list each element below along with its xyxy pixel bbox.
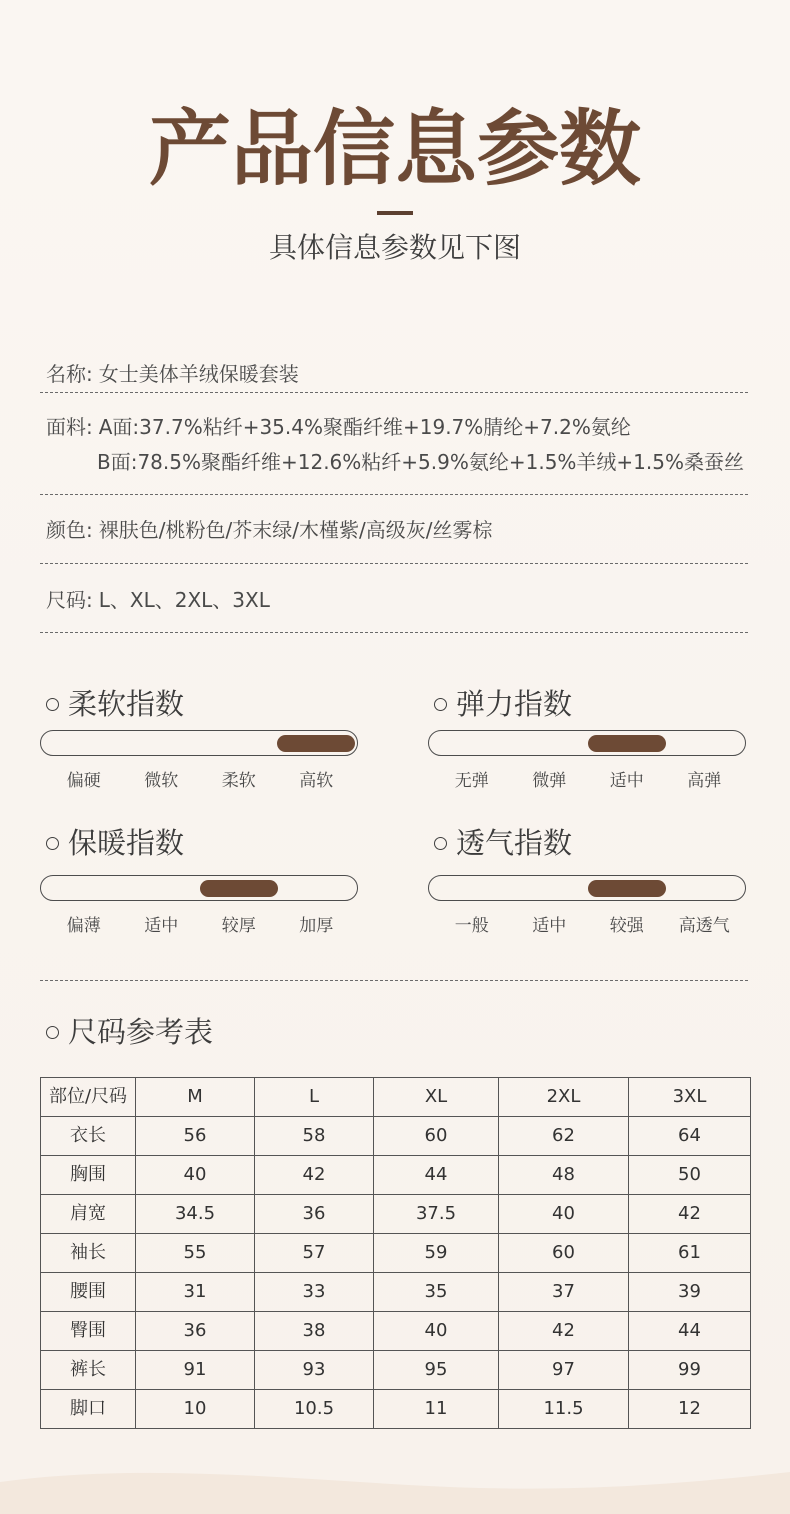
header-cell-size: M <box>136 1078 255 1117</box>
info-value-fabric-b: B面:78.5%聚酯纤维+12.6%粘纤+5.9%氨纶+1.5%羊绒+1.5%桑蚕丝 <box>97 450 744 474</box>
breathability-index <box>428 826 746 943</box>
info-row-color <box>46 516 492 544</box>
circle-outline-icon <box>46 1026 59 1039</box>
size-value-cell: 34.5 <box>136 1195 255 1234</box>
level-label: 适中 <box>532 916 567 936</box>
size-value-cell: 36 <box>255 1195 374 1234</box>
part-cell: 裤长 <box>41 1351 136 1390</box>
index-title: 弹力指数 <box>456 687 573 721</box>
info-label-size: 尺码: <box>46 588 93 612</box>
index-level-fill <box>588 880 666 897</box>
info-label-color: 颜色: <box>46 518 93 542</box>
header-cell-size: 2XL <box>499 1078 629 1117</box>
header-cell-size: L <box>255 1078 374 1117</box>
size-value-cell: 48 <box>499 1156 629 1195</box>
info-value-name: 女士美体羊绒保暖套装 <box>98 362 299 386</box>
header-cell-part: 部位/尺码 <box>41 1078 136 1117</box>
size-value-cell: 12 <box>629 1390 751 1429</box>
circle-outline-icon <box>46 698 59 711</box>
part-cell: 腰围 <box>41 1273 136 1312</box>
level-label: 适中 <box>144 916 179 936</box>
index-title: 透气指数 <box>456 826 573 860</box>
circle-outline-icon <box>434 837 447 850</box>
page-title: 产品信息参数 <box>148 102 641 197</box>
size-value-cell: 35 <box>374 1273 499 1312</box>
warmth-index <box>40 826 358 943</box>
size-value-cell: 56 <box>136 1117 255 1156</box>
size-value-cell: 10 <box>136 1390 255 1429</box>
size-value-cell: 42 <box>499 1312 629 1351</box>
size-table <box>40 1077 751 1429</box>
index-title: 柔软指数 <box>68 687 185 721</box>
softness-index <box>40 688 358 798</box>
size-value-cell: 11 <box>374 1390 499 1429</box>
size-value-cell: 62 <box>499 1117 629 1156</box>
index-level-fill <box>200 880 278 897</box>
size-value-cell: 58 <box>255 1117 374 1156</box>
size-value-cell: 60 <box>374 1117 499 1156</box>
table-row <box>41 1312 751 1351</box>
index-level-fill <box>588 735 666 752</box>
index-bar <box>40 875 358 901</box>
size-value-cell: 93 <box>255 1351 374 1390</box>
size-value-cell: 44 <box>374 1156 499 1195</box>
size-table-title: 尺码参考表 <box>68 1015 214 1049</box>
elasticity-index <box>428 688 746 798</box>
index-bar <box>40 730 358 756</box>
size-value-cell: 44 <box>629 1312 751 1351</box>
size-value-cell: 57 <box>255 1234 374 1273</box>
size-value-cell: 61 <box>629 1234 751 1273</box>
size-value-cell: 36 <box>136 1312 255 1351</box>
size-value-cell: 64 <box>629 1117 751 1156</box>
size-value-cell: 55 <box>136 1234 255 1273</box>
index-level-labels <box>433 916 743 936</box>
part-cell: 脚口 <box>41 1390 136 1429</box>
table-row <box>41 1195 751 1234</box>
dashed-divider <box>40 632 750 633</box>
page-subtitle: 具体信息参数见下图 <box>268 231 521 264</box>
dashed-divider <box>40 980 750 981</box>
dashed-divider <box>40 392 750 393</box>
level-label: 偏硬 <box>66 771 101 791</box>
dashed-divider <box>40 563 750 564</box>
index-bar <box>428 875 746 901</box>
size-table-header-row <box>41 1078 751 1117</box>
level-label: 微软 <box>144 771 179 791</box>
level-label: 较厚 <box>221 916 256 936</box>
part-cell: 胸围 <box>41 1156 136 1195</box>
dashed-divider <box>40 494 750 495</box>
size-value-cell: 37.5 <box>374 1195 499 1234</box>
index-level-labels <box>433 771 743 791</box>
info-label-name: 名称: <box>46 362 93 386</box>
part-cell: 袖长 <box>41 1234 136 1273</box>
table-row <box>41 1390 751 1429</box>
header-cell-size: 3XL <box>629 1078 751 1117</box>
index-level-labels <box>45 916 355 936</box>
index-bar <box>428 730 746 756</box>
level-label: 无弹 <box>454 771 489 791</box>
size-table-body <box>41 1117 751 1429</box>
size-value-cell: 40 <box>136 1156 255 1195</box>
info-value-color: 裸肤色/桃粉色/芥末绿/木槿紫/高级灰/丝雾棕 <box>98 518 493 542</box>
size-value-cell: 50 <box>629 1156 751 1195</box>
info-value-fabric-a: A面:37.7%粘纤+35.4%聚酯纤维+19.7%腈纶+7.2%氨纶 <box>98 415 631 439</box>
header-cell-size: XL <box>374 1078 499 1117</box>
info-row-name <box>46 360 299 388</box>
level-label: 加厚 <box>299 916 334 936</box>
size-value-cell: 40 <box>499 1195 629 1234</box>
size-value-cell: 38 <box>255 1312 374 1351</box>
size-value-cell: 33 <box>255 1273 374 1312</box>
circle-outline-icon <box>46 837 59 850</box>
level-label: 偏薄 <box>66 916 101 936</box>
size-value-cell: 99 <box>629 1351 751 1390</box>
info-value-size: L、XL、2XL、3XL <box>98 588 270 612</box>
part-cell: 臀围 <box>41 1312 136 1351</box>
table-row <box>41 1156 751 1195</box>
index-level-labels <box>45 771 355 791</box>
size-value-cell: 37 <box>499 1273 629 1312</box>
table-row <box>41 1273 751 1312</box>
size-value-cell: 42 <box>255 1156 374 1195</box>
table-row <box>41 1117 751 1156</box>
part-cell: 肩宽 <box>41 1195 136 1234</box>
table-row <box>41 1234 751 1273</box>
info-label-fabric: 面料: <box>46 415 93 439</box>
info-row-fabric <box>46 413 631 441</box>
size-value-cell: 11.5 <box>499 1390 629 1429</box>
part-cell: 衣长 <box>41 1117 136 1156</box>
level-label: 较强 <box>609 916 644 936</box>
level-label: 微弹 <box>532 771 567 791</box>
index-title: 保暖指数 <box>68 826 185 860</box>
circle-outline-icon <box>434 698 447 711</box>
table-row <box>41 1351 751 1390</box>
size-value-cell: 95 <box>374 1351 499 1390</box>
info-row-fabric-b <box>97 448 744 476</box>
level-label: 高弹 <box>687 771 722 791</box>
size-value-cell: 97 <box>499 1351 629 1390</box>
size-table-head <box>41 1078 751 1117</box>
level-label: 一般 <box>454 916 489 936</box>
index-level-fill <box>277 735 355 752</box>
size-value-cell: 40 <box>374 1312 499 1351</box>
info-row-size <box>46 586 270 614</box>
level-label: 高透气 <box>678 916 730 936</box>
size-value-cell: 42 <box>629 1195 751 1234</box>
size-value-cell: 31 <box>136 1273 255 1312</box>
size-table-heading <box>40 1016 340 1048</box>
size-value-cell: 91 <box>136 1351 255 1390</box>
level-label: 高软 <box>299 771 334 791</box>
title-underline <box>377 211 413 215</box>
size-value-cell: 10.5 <box>255 1390 374 1429</box>
level-label: 适中 <box>609 771 644 791</box>
size-value-cell: 59 <box>374 1234 499 1273</box>
size-value-cell: 39 <box>629 1273 751 1312</box>
level-label: 柔软 <box>221 771 256 791</box>
bottom-wave-decoration <box>0 1454 790 1514</box>
size-value-cell: 60 <box>499 1234 629 1273</box>
